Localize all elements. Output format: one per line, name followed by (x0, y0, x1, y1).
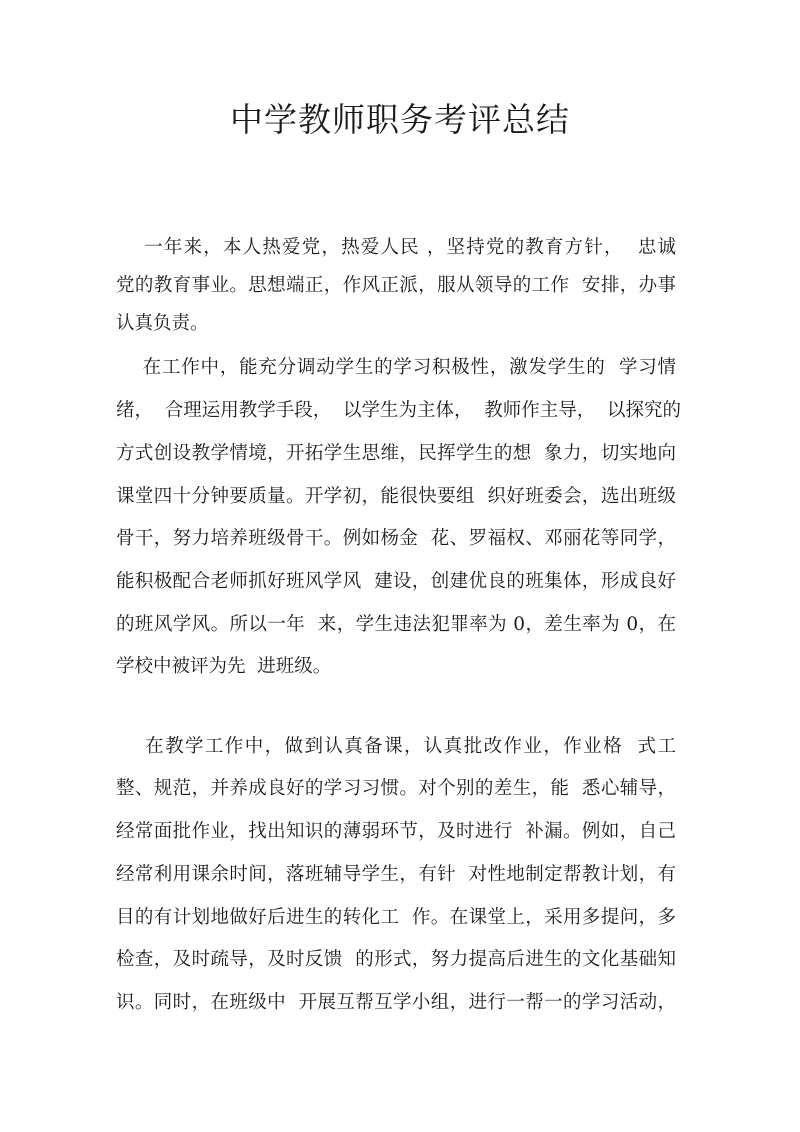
document-title: 中学教师职务考评总结 (230, 100, 570, 139)
paragraph-2-line-8: 学校中被评为先 进班级。 (116, 656, 332, 677)
paragraph-1-line-3: 认真负责。 (116, 313, 209, 334)
paragraph-2-line-2: 绪， 合理运用教学手段， 以学生为主体， 教师作主导， 以探究的 (116, 400, 682, 421)
paragraph-1-line-1: 一年来，本人热爱党，热爱人民 ，坚持党的教育方针， 忠诚 (116, 237, 676, 258)
paragraph-3-line-5: 目的有计划地做好后进生的转化工 作。在课堂上，采用多提问，多 (116, 907, 676, 928)
paragraph-1-line-2: 党的教育事业。思想端正，作风正派，服从领导的工作 安排，办事 (116, 275, 676, 296)
paragraph-2-line-6: 能积极配合老师抓好班风学风 建设，创建优良的班集体，形成良好 (116, 571, 676, 592)
paragraph-2-line-3: 方式创设教学情境，开拓学生思维，民挥学生的想 象力，切实地向 (116, 443, 676, 464)
paragraph-2-line-4: 课堂四十分钟要质量。开学初，能很快要组 织好班委会，选出班级 (116, 486, 676, 507)
paragraph-3-line-7: 识。同时，在班级中 开展互帮互学小组，进行一帮一的学习活动， (116, 992, 676, 1013)
paragraph-2-line-5: 骨干，努力培养班级骨干。例如杨金 花、罗福权、邓丽花等同学， (116, 528, 676, 549)
paragraph-3-line-1: 在教学工作中，做到认真备课，认真批改作业，作业格 式工 (116, 736, 676, 757)
paragraph-3-line-4: 经常利用课余时间，落班辅导学生，有针 对性地制定帮教计划，有 (116, 864, 676, 885)
paragraph-2-line-1: 在工作中，能充分调动学生的学习积极性，激发学生的 学习情 (116, 357, 676, 378)
paragraph-3-line-3: 经常面批作业，找出知识的薄弱环节，及时进行 补漏。例如，自己 (116, 821, 676, 842)
paragraph-2-line-7: 的班风学风。所以一年 来，学生违法犯罪率为 0，差生率为 0，在 (116, 614, 676, 635)
paragraph-3-line-6: 检查，及时疏导，及时反馈 的形式，努力提高后进生的文化基础知 (116, 949, 676, 970)
paragraph-3-line-2: 整、规范，并养成良好的学习习惯。对个别的差生，能 悉心辅导， (116, 778, 676, 799)
